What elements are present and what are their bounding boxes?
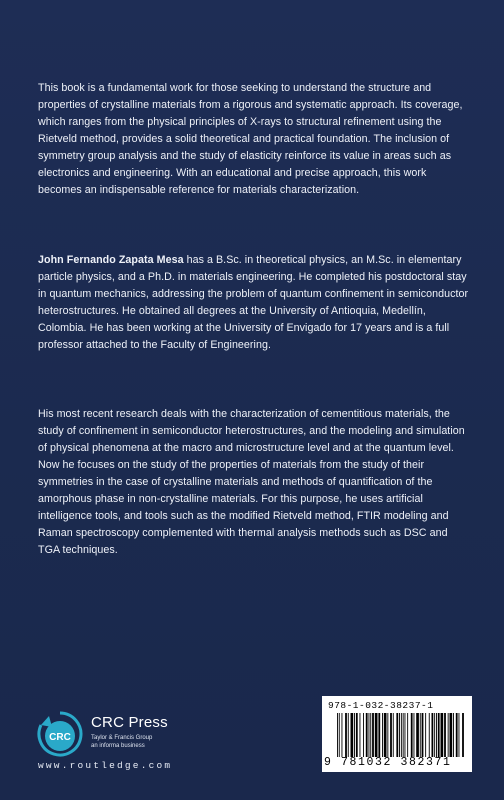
publisher-tagline-2: an informa business [91,743,145,749]
barcode-bar [425,713,426,757]
barcode-bar [345,713,347,757]
barcode-bar [456,713,458,757]
barcode-bar [396,713,398,757]
research-paragraph: His most recent research deals with the characterization of cementitious materials, the study of confinement in semiconductor heterostructures, and the modeling and simulation of physical phenomena at the macro and microstructure level and at the quantum level. Now he focuses on the study of the properties of materials from the study of their symmetries in the case of crystalline materials and methods of quantification of the amorphous phase in non-crystalline materials. For this purpose, he uses artificial intelligence tools, and tools such as the modified Rietveld method, FTIR modeling and Raman spectroscopy complemented with thermal analysis methods such as DSC and TGA techniques. [38,408,465,556]
barcode-bar [382,713,383,757]
barcode-bar [342,713,343,757]
barcode-bar [387,713,388,757]
barcode-bar [356,713,358,757]
barcode-bar [393,713,394,757]
barcode-bar [384,713,387,757]
publisher-tagline [91,734,201,750]
barcode-bar [444,713,446,757]
barcode-bar [363,713,364,757]
publisher-name: CRC Press [91,714,168,731]
author-bio-paragraph [38,252,470,354]
barcode [322,696,472,772]
barcode-bar [462,713,464,757]
author-bio-text: has a B.Sc. in theoretical physics, an M.Sc. in elementary particle physics, and a Ph.D. in materials engineering. He completed his postdoctoral stay in quantum mechanics, addressing the problem of quantum confinement in semiconductor heterostructures. He obtained all degrees at the University of Antioquia, Medellín, Colombia. He has been working at the University of Envigado for 17 years and is a full professor attached to the Faculty of Engineering. [38,254,469,351]
barcode-bar [399,713,400,757]
ean-number: 9 781032 382371 [324,756,452,769]
barcode-bar [339,713,340,757]
barcode-bar [372,713,374,757]
barcode-bar [459,713,460,757]
barcode-bar [351,713,354,757]
barcode-bar [407,713,408,757]
barcode-bar [420,713,421,757]
barcode-bar [432,713,434,757]
barcode-bar [370,713,371,757]
crc-logo-icon [36,710,84,758]
barcode-bar [422,713,424,757]
isbn-label: 978-1-032-38237-1 [328,700,434,711]
barcode-bar [434,713,435,757]
barcode-bar [337,713,338,757]
logo-text: CRC [49,732,71,743]
barcode-bar [401,713,402,757]
barcode-bar [366,713,368,757]
barcode-bar [354,713,355,757]
author-name: John Fernando Zapata Mesa [38,254,184,266]
barcode-bar [450,713,453,757]
blurb-paragraph-1: This book is a fundamental work for those seeking to understand the structure and properties of crystalline materials from a rigorous and systematic approach. Its coverage, which ranges from the physical principles of X-rays to structural refinement using the Rietveld method, provides a solid theoretical and practical foundation. The inclusion of symmetry group analysis and the study of elasticity reinforce its value in areas such as electronics and engineering. With an educational and precise approach, this work becomes an indispensable reference for materials characterization. [38,82,463,196]
barcode-bar [436,713,437,757]
barcode-bar [390,713,392,757]
barcode-bar [360,713,361,757]
barcode-bar [438,713,440,757]
barcode-bar [453,713,454,757]
barcode-bar [416,713,419,757]
barcode-bar [429,713,430,757]
barcode-bar [411,713,413,757]
barcode-bar [414,713,415,757]
publisher-block [36,710,216,770]
barcode-bar [375,713,378,757]
barcode-bar [448,713,449,757]
publisher-url: www.routledge.com [38,760,173,771]
barcode-bar [348,713,349,757]
publisher-tagline-1: Taylor & Francis Group [91,735,153,741]
barcode-bar [441,713,444,757]
barcode-bar [369,713,370,757]
barcode-bar [403,713,404,757]
barcode-bars [336,713,464,757]
barcode-bar [405,713,406,757]
barcode-bar [378,713,380,757]
